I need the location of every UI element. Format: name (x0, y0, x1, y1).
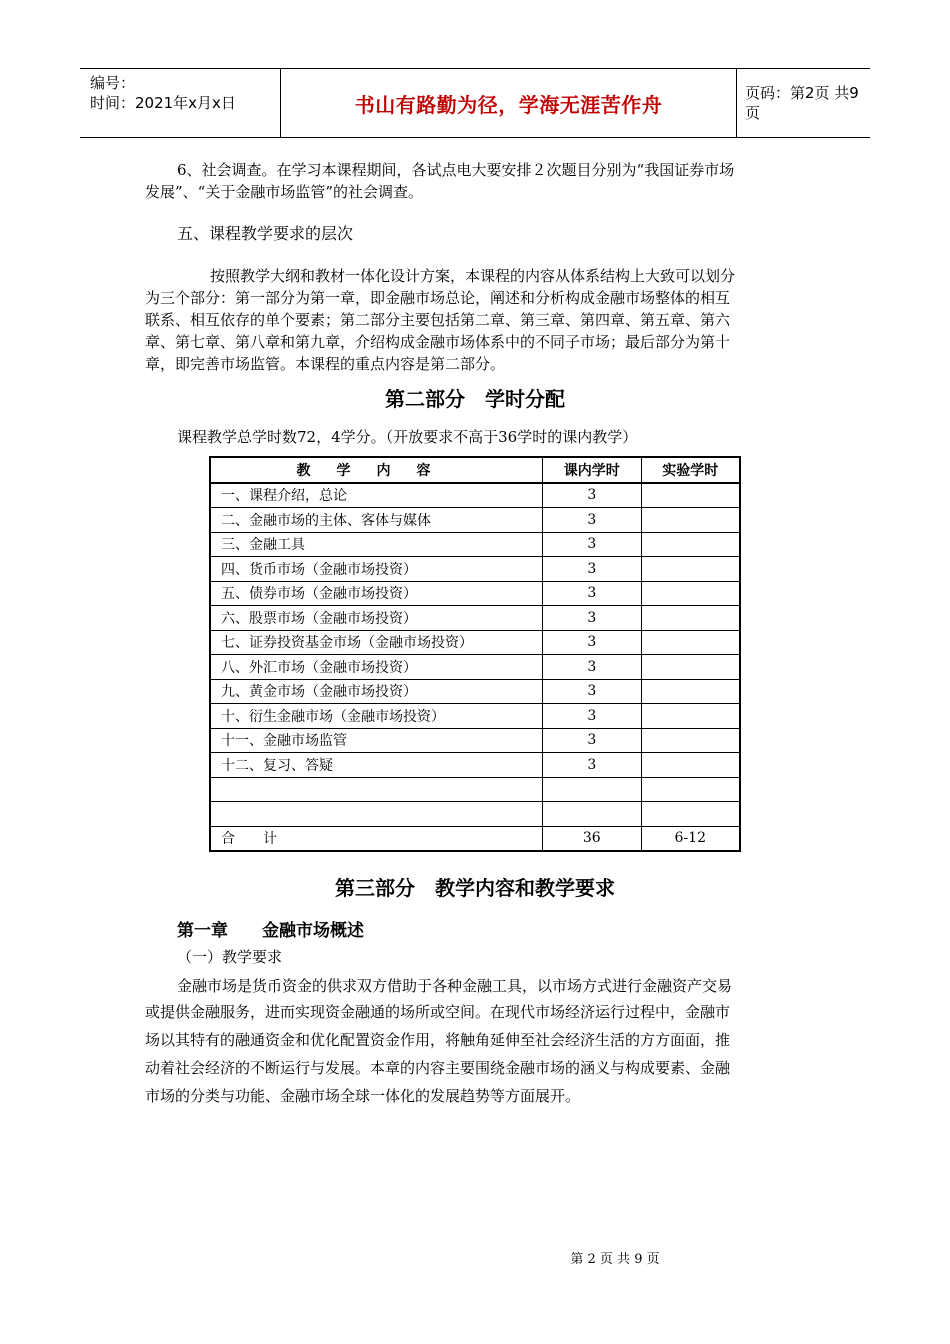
row-lab (641, 655, 740, 680)
row-hours: 3 (543, 532, 641, 557)
table-row (210, 728, 740, 753)
header-class-hours: 课内学时 (543, 457, 641, 483)
header-motto-cell (280, 69, 737, 137)
row-lab (641, 557, 740, 582)
table-row (210, 753, 740, 778)
row-hours: 3 (543, 483, 641, 508)
item6-line2: 发展”、“关于金融市场监管”的社会调查。 (145, 183, 424, 201)
item6-line1: 6、社会调查。在学习本课程期间，各试点电大要安排２次题目分别为“我国证券市场 (177, 161, 735, 179)
row-content: 十二、复习、答疑 (210, 753, 543, 778)
row-lab (641, 777, 740, 802)
page-footer: 第 2 页 共 9 页 (570, 1252, 660, 1267)
time-label: 时间：2021年x月x日 (90, 94, 236, 112)
row-lab (641, 532, 740, 557)
row-content: 七、证券投资基金市场（金融市场投资） (210, 630, 543, 655)
section5-line: 章、第七章、第八章和第九章，介绍构成金融市场体系中的不同子市场；最后部分为第十 (145, 333, 731, 351)
row-hours (543, 777, 641, 802)
row-lab (641, 508, 740, 533)
table-total-row (210, 826, 740, 851)
table-row (210, 532, 740, 557)
table-row (210, 606, 740, 631)
row-lab (641, 753, 740, 778)
row-lab (641, 581, 740, 606)
row-content: 五、债券市场（金融市场投资） (210, 581, 543, 606)
table-row (210, 508, 740, 533)
row-lab (641, 802, 740, 827)
table-row (210, 630, 740, 655)
header-page-cell (735, 69, 870, 137)
section5-line: 为三个部分：第一部分为第一章，即金融市场总论，阐述和分析构成金融市场整体的相互 (145, 289, 731, 307)
row-lab (641, 728, 740, 753)
row-content: 十、衍生金融市场（金融市场投资） (210, 704, 543, 729)
table-row (210, 704, 740, 729)
total-label: 合 计 (210, 826, 543, 851)
sub-heading: （一）教学要求 (177, 948, 283, 966)
row-lab (641, 704, 740, 729)
chapter1-line: 金融市场是货币资金的供求双方借助于各种金融工具，以市场方式进行金融资产交易 (177, 977, 733, 995)
chapter1-line: 市场的分类与功能、金融市场全球一体化的发展趋势等方面展开。 (145, 1087, 581, 1105)
row-hours: 3 (543, 581, 641, 606)
table-row (210, 483, 740, 508)
section5-line: 联系、相互依存的单个要素；第二部分主要包括第二章、第三章、第四章、第五章、第六 (145, 311, 731, 329)
header-meta (80, 69, 280, 137)
row-content: 一、课程介绍，总论 (210, 483, 543, 508)
row-hours: 3 (543, 557, 641, 582)
row-lab (641, 630, 740, 655)
section5-line: 章，即完善市场监管。本课程的重点内容是第二部分。 (145, 355, 506, 373)
row-content: 六、股票市场（金融市场投资） (210, 606, 543, 631)
part2-intro: 课程教学总学时数72，4学分。（开放要求不高于36学时的课内教学） (177, 428, 638, 446)
table-row (210, 581, 740, 606)
row-hours: 3 (543, 704, 641, 729)
section5-heading: 五、课程教学要求的层次 (177, 224, 354, 243)
row-hours: 3 (543, 679, 641, 704)
row-content: 三、金融工具 (210, 532, 543, 557)
row-hours: 3 (543, 655, 641, 680)
table-row (210, 777, 740, 802)
row-hours (543, 802, 641, 827)
hours-table (209, 456, 741, 852)
table-header-row (210, 457, 740, 483)
row-hours: 3 (543, 606, 641, 631)
total-hours: 36 (543, 826, 641, 851)
row-content: 八、外汇市场（金融市场投资） (210, 655, 543, 680)
row-hours: 3 (543, 753, 641, 778)
chapter1-line: 动着社会经济的不断运行与发展。本章的内容主要围绕金融市场的涵义与构成要素、金融 (145, 1059, 731, 1077)
header-lab-hours: 实验学时 (641, 457, 740, 483)
page-label: 页码：第2页 共9页 (745, 84, 859, 122)
motto: 书山有路勤为径，学海无涯苦作舟 (354, 92, 663, 117)
table-row (210, 655, 740, 680)
row-content: 四、货币市场（金融市场投资） (210, 557, 543, 582)
row-content: 九、黄金市场（金融市场投资） (210, 679, 543, 704)
header-content: 教学内容 (210, 457, 543, 483)
table-row (210, 679, 740, 704)
total-lab: 6-12 (641, 826, 740, 851)
chapter1-heading: 第一章 金融市场概述 (177, 921, 364, 941)
part2-heading: 第二部分 学时分配 (385, 387, 565, 411)
row-content (210, 802, 543, 827)
row-lab (641, 606, 740, 631)
row-lab (641, 679, 740, 704)
number-label: 编号： (90, 74, 136, 92)
row-content (210, 777, 543, 802)
table-row (210, 802, 740, 827)
chapter1-line: 场以其特有的融通资金和优化配置资金作用，将触角延伸至社会经济生活的方方面面，推 (145, 1031, 731, 1049)
row-content: 二、金融市场的主体、客体与媒体 (210, 508, 543, 533)
row-hours: 3 (543, 728, 641, 753)
page-header (80, 68, 870, 138)
row-hours: 3 (543, 630, 641, 655)
row-hours: 3 (543, 508, 641, 533)
part3-heading: 第三部分 教学内容和教学要求 (335, 876, 615, 900)
table-row (210, 557, 740, 582)
row-content: 十一、金融市场监管 (210, 728, 543, 753)
chapter1-line: 或提供金融服务，进而实现资金融通的场所或空间。在现代市场经济运行过程中，金融市 (145, 1003, 731, 1021)
row-lab (641, 483, 740, 508)
section5-line: 按照教学大纲和教材一体化设计方案，本课程的内容从体系结构上大致可以划分 (210, 267, 736, 285)
